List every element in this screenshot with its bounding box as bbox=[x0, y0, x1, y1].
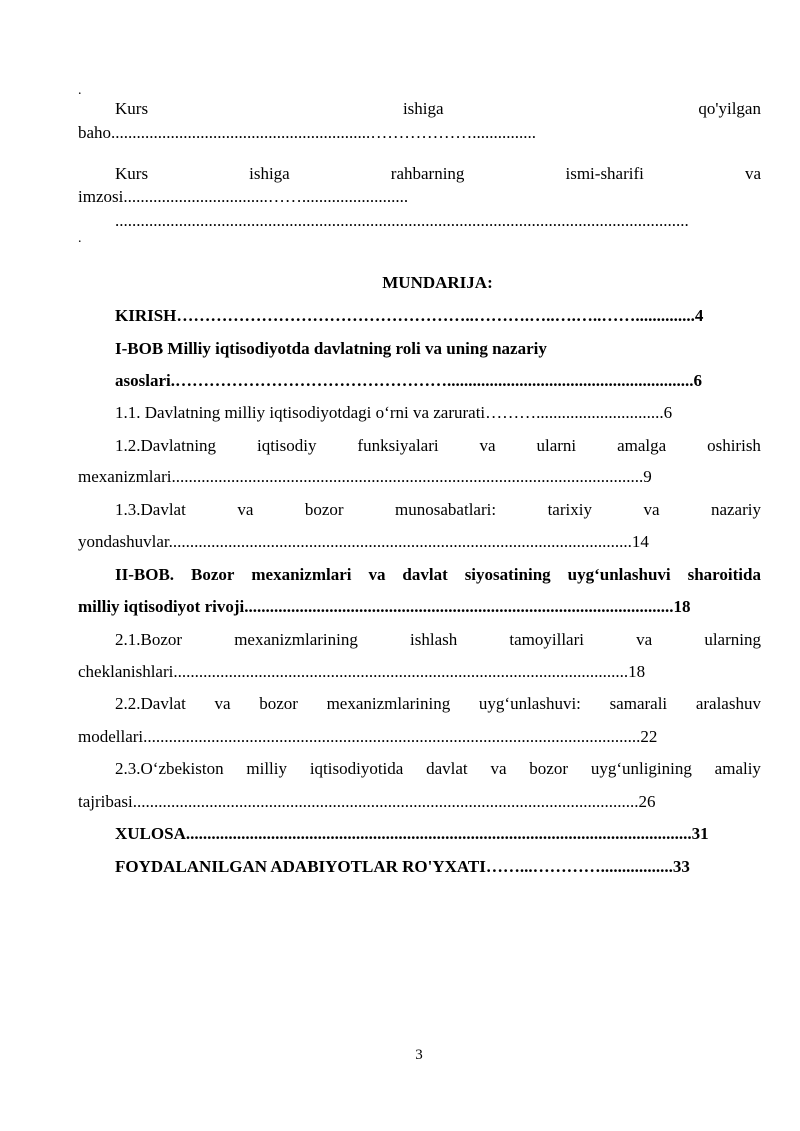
word: 2.1.Bozor bbox=[115, 630, 183, 649]
toc-entry-kirish: KIRISH……………………………………………..……….…..….…..……..............4 bbox=[115, 306, 704, 325]
stray-mark-mid: . bbox=[78, 231, 82, 246]
word: 2.2.Davlat bbox=[115, 694, 186, 713]
word: Kurs bbox=[115, 99, 149, 118]
word: rahbarning bbox=[390, 164, 465, 183]
word: davlat bbox=[402, 565, 448, 584]
toc-entry-1-3-title bbox=[115, 500, 761, 520]
toc-entry-2-3-title bbox=[115, 759, 761, 779]
word: ismi-sharifi bbox=[565, 164, 644, 183]
word: va bbox=[237, 500, 254, 519]
word: nazariy bbox=[710, 500, 761, 519]
word: mexanizmlari bbox=[251, 565, 352, 584]
word: va bbox=[744, 164, 761, 183]
word: iqtisodiyotida bbox=[309, 759, 404, 778]
word: mexanizmlarining bbox=[234, 630, 358, 649]
toc-entry-1-3-page: yondashuvlar.............................................................................................................14 bbox=[78, 532, 649, 551]
word: bozor bbox=[304, 500, 344, 519]
word: mexanizmlarining bbox=[326, 694, 451, 713]
word: iqtisodiy bbox=[256, 436, 317, 455]
word: ishiga bbox=[249, 164, 290, 183]
word: amaliy bbox=[714, 759, 761, 778]
word: Kurs bbox=[115, 164, 149, 183]
word: aralashuv bbox=[695, 694, 761, 713]
word: va bbox=[214, 694, 231, 713]
word: davlat bbox=[426, 759, 468, 778]
toc-entry-1-2-page: mexanizmlari...............................................................................................................9 bbox=[78, 467, 652, 486]
word: amalga bbox=[617, 436, 667, 455]
grade-value-line: baho.............................................................………………............... bbox=[78, 123, 537, 142]
toc-title: MUNDARIJA: bbox=[382, 273, 493, 292]
word: ishiga bbox=[402, 99, 444, 118]
toc-entry-bob1-page: asoslari.…………………………………………..........................................................6 bbox=[115, 371, 702, 390]
toc-entry-2-1-title bbox=[115, 630, 761, 650]
word: funksiyalari bbox=[357, 436, 439, 455]
grade-label-line bbox=[115, 99, 761, 119]
toc-entry-2-1-page: cheklanishlari...........................................................................................................18 bbox=[78, 662, 646, 681]
word: uyg‘unlashuvi: bbox=[478, 694, 581, 713]
stray-mark-top: . bbox=[78, 83, 82, 98]
word: 2.3.O‘zbekiston bbox=[115, 759, 224, 778]
word: tarixiy bbox=[547, 500, 592, 519]
toc-entry-bob1-title: I-BOB Milliy iqtisodiyotda davlatning roli va uning nazariy bbox=[115, 339, 547, 358]
word: va bbox=[490, 759, 507, 778]
word: ularni bbox=[536, 436, 577, 455]
toc-entry-references: FOYDALANILGAN ADABIYOTLAR RO'YXATI……...………….................33 bbox=[115, 857, 690, 876]
toc-entry-1-1: 1.1. Davlatning milliy iqtisodiyotdagi o‘rni va zarurati………..............................6 bbox=[115, 403, 673, 422]
word: uyg‘unlashuvi bbox=[567, 565, 671, 584]
word: va bbox=[479, 436, 496, 455]
word: bozor bbox=[259, 694, 298, 713]
word: siyosatining bbox=[464, 565, 551, 584]
word: sharoitida bbox=[687, 565, 761, 584]
word: qo'yilgan bbox=[698, 99, 761, 118]
toc-entry-bob2-page: milliy iqtisodiyot rivoji.....................................................................................................18 bbox=[78, 597, 691, 616]
word: uyg‘unligining bbox=[590, 759, 692, 778]
supervisor-signature-blank: ....................................................................................................................................... bbox=[115, 211, 689, 230]
word: bozor bbox=[529, 759, 569, 778]
word: Bozor bbox=[191, 565, 235, 584]
supervisor-signature-line: imzosi..................................……......................... bbox=[78, 187, 409, 206]
toc-entry-2-2-page: modellari.....................................................................................................................22 bbox=[78, 727, 658, 746]
word: 1.2.Davlatning bbox=[115, 436, 217, 455]
page-number: 3 bbox=[415, 1047, 423, 1063]
word: munosabatlari: bbox=[395, 500, 497, 519]
word: II-BOB. bbox=[115, 565, 175, 584]
word: 1.3.Davlat bbox=[115, 500, 186, 519]
supervisor-label-line bbox=[115, 164, 761, 184]
word: ularning bbox=[704, 630, 761, 649]
word: oshirish bbox=[707, 436, 761, 455]
toc-entry-1-2-title bbox=[115, 436, 761, 456]
word: milliy bbox=[246, 759, 288, 778]
toc-entry-bob2-title bbox=[115, 565, 761, 585]
word: va bbox=[368, 565, 386, 584]
toc-entry-2-2-title bbox=[115, 694, 761, 714]
word: va bbox=[643, 500, 660, 519]
word: tamoyillari bbox=[509, 630, 584, 649]
word: samarali bbox=[609, 694, 668, 713]
word: va bbox=[636, 630, 653, 649]
toc-entry-xulosa: XULOSA.......................................................................................................................31 bbox=[115, 824, 709, 843]
toc-entry-2-3-page: tajribasi.......................................................................................................................26 bbox=[78, 792, 656, 811]
word: ishlash bbox=[410, 630, 458, 649]
